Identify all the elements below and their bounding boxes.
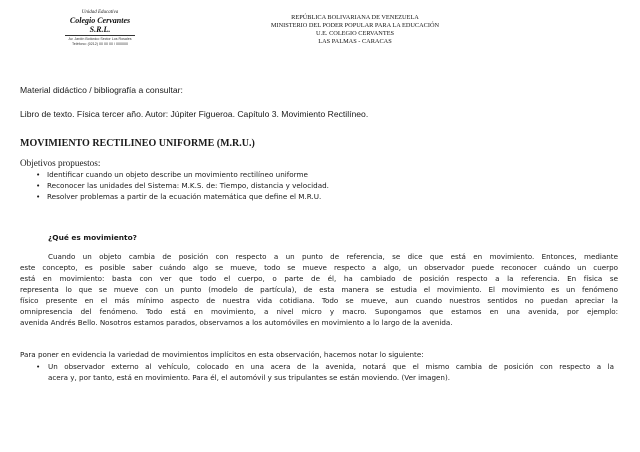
objectives-list (36, 169, 329, 202)
objectives-heading: Objetivos propuestos: (20, 158, 101, 168)
paragraph-line: acera y, por tanto, está en movimiento. Para él, el automóvil y sus tripulantes se están moviendo. (Ver imagen). (48, 373, 450, 382)
paragraph-line: Cuando un objeto cambia de posición con respecto a un punto de referencia, se dice que está en movimiento. Entonces, mediante (48, 252, 618, 261)
logo-address: Av. Jardín Botánico Sector Los Rosales (68, 37, 132, 41)
school-logo (60, 10, 140, 54)
header-line-1: REPÚBLICA BOLIVARIANA DE VENEZUELA (291, 14, 419, 21)
paragraph-line: representa lo que se mueve con un punto (modelo de partícula), de esta manera se estudia el movimiento. El movimiento es un fenómeno (20, 285, 618, 294)
textbook-reference: Libro de texto. Física tercer año. Autor: Júpiter Figueroa. Capítulo 3. Movimiento Rectilíneo. (20, 109, 369, 119)
paragraph-line: está en movimiento: basta con ver que todo el cuerpo, o parte de él, ha cambiado de posición respecto a la referencia. En física se (20, 274, 618, 283)
header-line-4: LAS PALMAS - CARACAS (318, 38, 392, 45)
question-heading: ¿Qué es movimiento? (48, 233, 137, 242)
paragraph-line: Un observador externo al vehículo, colocado en una acera de la avenida, notará que el mismo cambia de posición con respecto a la (48, 362, 614, 371)
logo-top-text: Unidad Educativa (81, 10, 119, 15)
list-item: • Identificar cuando un objeto describe un movimiento rectilíneo uniforme (36, 169, 329, 180)
header-line-3: U.E. COLEGIO CERVANTES (315, 30, 395, 37)
bullet-text (48, 361, 614, 383)
logo-divider (65, 35, 135, 36)
paragraph-observation: Para poner en evidencia la variedad de movimientos implícitos en esta observación, hacemos notar lo siguiente: (20, 350, 424, 359)
logo-phone: Teléfono: (0212) 00 00 00 / 000000 (72, 41, 128, 46)
section-title: MOVIMIENTO RECTILINEO UNIFORME (M.R.U.) (20, 138, 255, 149)
paragraph-line: físico presente en el más mínimo aspecto de nuestra vida cotidiana. Todo se mueve, aun cuando nuestros sentidos no puedan apreciar la (20, 296, 618, 305)
paragraph-line: este concepto, es posible saber cuándo algo se mueve, todo se mueve respecto a algo, un observador puede reconocer cuándo un cuerpo (20, 263, 618, 272)
logo-main-text: Colegio Cervantes S.R.L. (69, 16, 131, 34)
list-item: • Reconocer las unidades del Sistema: M.K.S. de: Tiempo, distancia y velocidad. (36, 180, 329, 191)
document-header (190, 14, 520, 46)
paragraph-movement (20, 251, 618, 328)
header-line-2: MINISTERIO DEL PODER POPULAR PARA LA EDUCACIÓN (270, 22, 440, 29)
paragraph-line: omnipresencia del fenómeno. Todo está en movimiento, a nivel micro y macro. Supongamos que estamos en una avenida, por ejemplo: (20, 307, 618, 316)
bullet-dot: • (36, 362, 41, 371)
paragraph-line: avenida Andrés Bello. Nosotros estamos parados, observamos a los automóviles en movimiento a lo largo de la avenida. (20, 318, 453, 327)
material-label: Material didáctico / bibliografía a consultar: (20, 85, 183, 95)
list-item: • Resolver problemas a partir de la ecuación matemática que define el M.R.U. (36, 191, 329, 202)
